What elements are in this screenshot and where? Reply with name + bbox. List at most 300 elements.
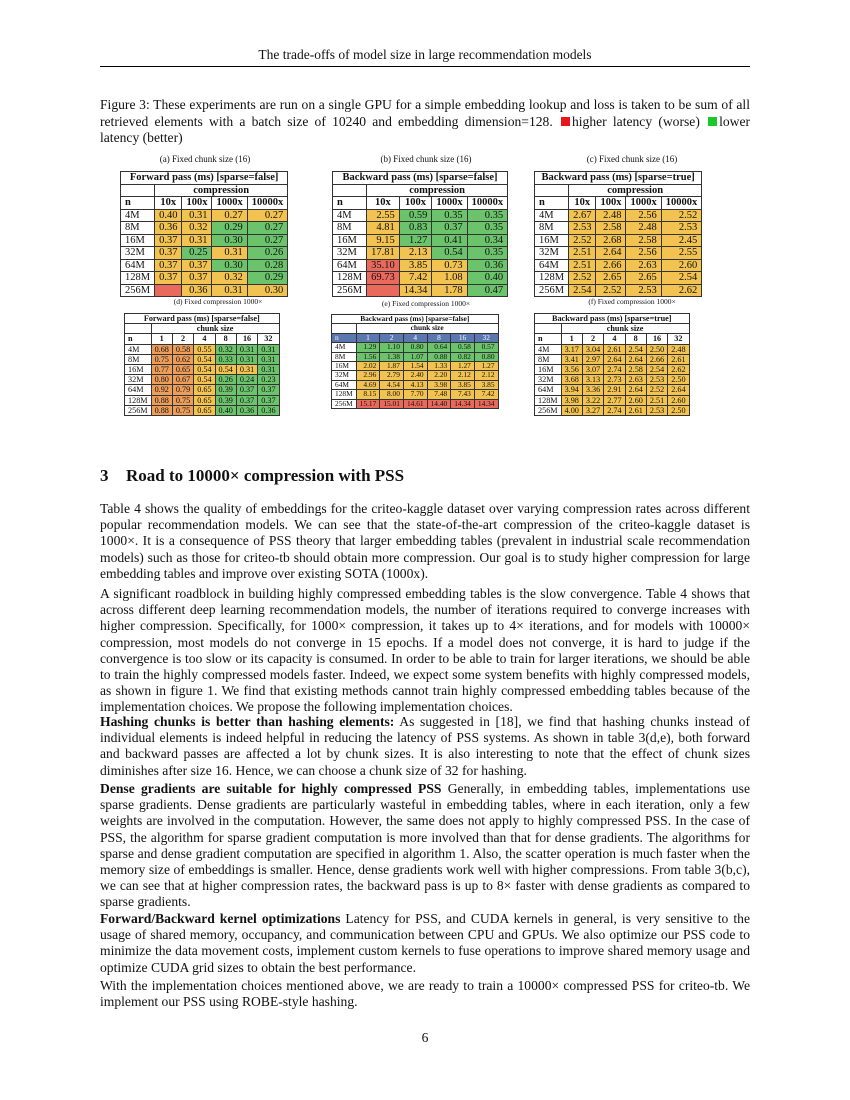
table-cell: 2.62 [661,284,702,297]
table-cell: 2.79 [380,371,404,380]
paragraph-1: Table 4 shows the quality of embeddings for the criteo-kaggle dataset over varying compression rates across different popular recommendation models. We can see that the state-of-the-art compression of the criteo-kaggle dataset is 1000×. It is a consequence of PSS theory that larger embedding tables (prevalent in industrial scale recommendation models) such as those for criteo-tb should obtain more compression. Our goal is to study higher compression for large embedding tables and improve over existing SOTA (1000x). [100,501,750,581]
table-cell: 2.64 [604,354,625,364]
table-cell: 0.37 [155,259,182,272]
table-cell: 2.51 [646,395,667,405]
table-cell: 8.15 [356,390,380,399]
table-title: Backward pass (ms) [sparse=true] [535,172,702,185]
table-row [125,375,280,385]
table-cell: 0.28 [247,259,288,272]
table-row [125,385,280,395]
subtitle-c: (c) Fixed chunk size (16) [586,154,678,164]
column-header: 1000x [432,197,467,210]
red-square-icon [561,117,570,126]
table-row [333,234,508,247]
table-cell: 2.67 [569,209,596,222]
column-header: 1 [151,334,172,344]
table-cell: 0.31 [258,365,279,375]
table-cell: 2.53 [646,405,667,415]
table-cell: 2.12 [474,371,498,380]
table-cell: 0.80 [403,343,427,352]
row-label: 32M [332,371,357,380]
paragraph-4 [100,781,750,911]
table-cell: 2.52 [569,234,596,247]
table-cell: 0.37 [258,385,279,395]
table-cell: 0.36 [467,259,508,272]
table-corner [535,324,562,334]
paragraph-5-body: Latency for PSS, and CUDA kernels in general, is very sensitive to the usage of shared memory, occupancy, and communication between CPU and GPUs. We also optimize our PSS code to minimize the data movement costs, implement custom kernels to fuse operations to improve shared memory usage and optimize CUDA grid sizes to obtain the best performance. [100,911,750,975]
table-cell: 2.60 [661,259,702,272]
table-cell: 0.30 [247,284,288,297]
table-row [535,405,690,415]
table-cell: 2.77 [604,395,625,405]
table-row [121,234,288,247]
table-cell: 0.29 [212,222,247,235]
table-title: Backward pass (ms) [sparse=false] [332,315,499,324]
paragraph-3 [100,714,750,779]
table-cell: 1.38 [380,352,404,361]
table-cell: 1.27 [474,362,498,371]
row-label: 16M [125,365,152,375]
table-d [124,313,280,416]
table-cell: 0.40 [215,405,236,415]
table-row [121,247,288,260]
table-cell: 17.81 [367,247,400,260]
table-row [121,284,288,297]
row-label: 32M [535,375,562,385]
table-cell: 0.73 [432,259,467,272]
column-header: 8 [625,334,646,344]
table-cell: 3.56 [561,365,582,375]
table-row [125,354,280,364]
table-cell: 1.29 [356,343,380,352]
row-label: 8M [333,222,367,235]
row-header-label: n [535,197,569,210]
table-cell: 7.70 [403,390,427,399]
table-cell: 2.65 [596,272,626,285]
row-label: 16M [332,362,357,371]
table-cell: 0.37 [182,259,212,272]
row-label: 8M [535,222,569,235]
row-label: 8M [125,354,152,364]
table-row [535,222,702,235]
table-group-header: compression [367,184,508,197]
table-row [535,365,690,375]
row-label: 128M [535,272,569,285]
table-row [535,344,690,354]
table-group-header: chunk size [561,324,689,334]
table-cell: 3.41 [561,354,582,364]
table-group-header: compression [155,184,288,197]
table-row [125,405,280,415]
table-cell: 0.37 [236,385,257,395]
table-cell: 3.85 [451,380,475,389]
table-row [125,395,280,405]
table-title: Forward pass (ms) [sparse=false] [125,314,280,324]
table-cell: 2.61 [625,405,646,415]
subtitle-d: (d) Fixed compression 1000× [173,297,263,306]
table-row [121,259,288,272]
column-header: 10x [155,197,182,210]
table-cell: 0.37 [236,395,257,405]
table-cell: 2.58 [626,234,661,247]
table-cell: 4.00 [561,405,582,415]
row-label: 8M [535,354,562,364]
table-row [333,284,508,297]
column-header: 100x [596,197,626,210]
table-cell: 0.88 [151,395,172,405]
table-cell: 3.13 [582,375,603,385]
table-cell: 0.34 [467,234,508,247]
column-header: 4 [604,334,625,344]
table-cell: 0.27 [247,234,288,247]
running-title: The trade-offs of model size in large recommendation models [258,47,592,62]
table-cell: 0.35 [467,247,508,260]
table-cell: 0.31 [212,284,247,297]
column-header: 16 [646,334,667,344]
table-cell: 3.07 [582,365,603,375]
table-cell: 0.79 [172,385,193,395]
table-cell: 15.17 [356,399,380,408]
table-cell: 7.42 [399,272,432,285]
column-header: 10000x [247,197,288,210]
row-label: 64M [333,259,367,272]
column-header: 1 [356,333,380,342]
table-cell: 2.60 [625,395,646,405]
table-cell: 2.65 [626,272,661,285]
row-label: 32M [535,247,569,260]
column-header: 16 [236,334,257,344]
table-corner [121,184,155,197]
row-label: 32M [333,247,367,260]
row-label: 256M [535,284,569,297]
table-cell: 2.74 [604,365,625,375]
table-title-row [333,172,508,185]
table-cell: 9.15 [367,234,400,247]
table-title-row [535,172,702,185]
table-cell: 0.88 [151,405,172,415]
table-cell: 0.62 [172,354,193,364]
table-cell: 3.98 [561,395,582,405]
table-cell: 0.54 [215,365,236,375]
table-cell: 0.36 [236,405,257,415]
table-cell: 2.60 [668,395,689,405]
table-corner [125,324,152,334]
table-cell: 0.75 [172,395,193,405]
table-cell: 2.52 [661,209,702,222]
table-cell [155,284,182,297]
table-cell: 69.73 [367,272,400,285]
table-cell: 2.64 [668,385,689,395]
table-cell: 3.68 [561,375,582,385]
table-cell: 2.64 [596,247,626,260]
table-row [333,209,508,222]
table-cell: 2.55 [367,209,400,222]
table-corner [333,184,367,197]
table-cell: 0.40 [155,209,182,222]
table-cell: 2.63 [626,259,661,272]
table-cell: 2.66 [646,354,667,364]
table-cell: 0.75 [172,405,193,415]
table-cell: 0.37 [258,395,279,405]
subtitle-b: (b) Fixed chunk size (16) [380,154,472,164]
table-cell: 1.78 [432,284,467,297]
paragraph-5-heading: Forward/Backward kernel optimizations [100,911,341,926]
legend-red-label: higher latency (worse) [571,113,700,129]
table-row [333,259,508,272]
table-cell: 4.69 [356,380,380,389]
row-label: 4M [125,344,152,354]
row-label: 32M [121,247,155,260]
table-cell: 3.94 [561,385,582,395]
table-cell: 3.27 [582,405,603,415]
table-row [535,272,702,285]
table-row [535,259,702,272]
row-label: 4M [332,343,357,352]
table-cell: 8.00 [380,390,404,399]
table-cell: 0.58 [172,344,193,354]
row-header-label: n [125,334,152,344]
table-cell: 0.26 [215,375,236,385]
row-label: 64M [121,259,155,272]
table-cell: 0.32 [215,344,236,354]
column-header: 16 [451,333,475,342]
row-label: 128M [125,395,152,405]
table-row [332,371,499,380]
column-header: 1000x [212,197,247,210]
table-cell: 7.43 [451,390,475,399]
table-cell: 2.20 [427,371,451,380]
row-label: 4M [535,344,562,354]
paragraph-3-body: As suggested in [18], we find that hashing chunks instead of individual elements is indeed helpful in reducing the latency of PSS systems. As shown in table 3(d,e), both forward and backward passes are affected a lot by chunk sizes. It is also interesting to note that the effect of chunk sizes diminishes after size 16. Hence, we can choose a chunk size of 32 for hashing. [100,714,750,778]
table-column-header-row [121,197,288,210]
table-b [332,171,508,297]
column-header: 32 [474,333,498,342]
table-title: Backward pass (ms) [sparse=true] [535,314,690,324]
table-cell: 2.56 [626,209,661,222]
table-row [333,222,508,235]
row-header-label: n [535,334,562,344]
table-cell: 2.96 [356,371,380,380]
table-cell: 2.61 [604,344,625,354]
row-label: 64M [535,385,562,395]
table-cell: 2.97 [582,354,603,364]
table-row [535,375,690,385]
table-cell: 2.64 [625,354,646,364]
table-cell: 0.65 [194,395,215,405]
section-number: 3 [100,466,109,485]
table-title-row [125,314,280,324]
table-cell: 0.65 [194,405,215,415]
table-cell: 1.87 [380,362,404,371]
table-cell: 0.67 [172,375,193,385]
table-cell: 0.54 [194,375,215,385]
table-cell: 0.40 [467,272,508,285]
column-header: 10000x [467,197,508,210]
table-cell: 2.50 [668,375,689,385]
table-group-header: chunk size [151,324,279,334]
table-row [333,247,508,260]
table-row [535,234,702,247]
table-row [121,209,288,222]
table-cell: 2.12 [451,371,475,380]
table-group-row [535,184,702,197]
table-cell: 3.22 [582,395,603,405]
table-cell: 0.36 [258,405,279,415]
table-group-header: compression [569,184,702,197]
legend-green-label: lower latency (better) [100,113,751,145]
table-a [120,171,288,297]
table-cell: 0.31 [212,247,247,260]
table-cell: 0.30 [212,259,247,272]
table-cell: 2.52 [569,272,596,285]
table-cell: 1.10 [380,343,404,352]
table-cell: 0.92 [151,385,172,395]
table-title-row [535,314,690,324]
table-cell: 0.30 [212,234,247,247]
table-cell: 0.33 [215,354,236,364]
table-cell: 14.34 [399,284,432,297]
paragraph-2: A significant roadblock in building highly compressed embedding tables is the slow convergence. Table 4 shows that across different deep learning recommendation models, the number of iterations required to converge increases with higher compression. Specifically, for 1000× compression, it takes up to 4× iterations, and for models with 10000× compression, most models do not converge in 15 epochs. If a model does not converge, it is hard to judge if the convergence is too slow or its capacity is consumed. In order to be able to train for larger iterations, we should be able to train the highly compressed models faster. Indeed, we expect some system benefits with highly compressed models, as shown in figure 1. We find that existing methods cannot train highly compressed embedding tables because of the implementation choices. We propose the following implementation choices. [100,586,750,715]
column-header: 8 [427,333,451,342]
table-cell: 2.51 [569,259,596,272]
table-cell: 2.56 [626,247,661,260]
table-cell: 0.64 [427,343,451,352]
table-cell: 2.53 [626,284,661,297]
subtitle-f: (f) Fixed compression 1000× [588,297,676,306]
table-cell: 2.53 [661,222,702,235]
table-cell: 2.91 [604,385,625,395]
table-cell: 0.27 [212,209,247,222]
figure-caption [100,97,750,147]
table-cell: 2.48 [668,344,689,354]
row-label: 128M [333,272,367,285]
table-cell: 0.83 [399,222,432,235]
table-cell: 0.29 [247,272,288,285]
table-cell: 0.27 [247,209,288,222]
table-cell: 4.13 [403,380,427,389]
table-cell: 14.34 [474,399,498,408]
table-cell: 0.24 [236,375,257,385]
column-header: 4 [403,333,427,342]
table-cell: 7.42 [474,390,498,399]
table-cell: 2.53 [646,375,667,385]
table-cell: 0.55 [194,344,215,354]
green-square-icon [708,117,717,126]
table-title: Forward pass (ms) [sparse=false] [121,172,288,185]
table-cell: 2.63 [625,375,646,385]
table-cell: 0.80 [151,375,172,385]
section-title: Road to 10000× compression with PSS [126,466,405,485]
table-cell: 0.31 [258,344,279,354]
table-row [332,390,499,399]
table-group-header: chunk size [356,324,498,333]
table-cell: 2.58 [596,222,626,235]
table-cell: 2.55 [661,247,702,260]
table-group-row [121,184,288,197]
table-cell: 2.48 [596,209,626,222]
row-label: 128M [535,395,562,405]
table-cell: 3.36 [582,385,603,395]
page-number: 6 [421,1030,429,1045]
row-label: 256M [125,405,152,415]
paragraph-4-heading: Dense gradients are suitable for highly compressed PSS [100,781,442,796]
table-cell: 0.37 [432,222,467,235]
table-cell: 2.66 [596,259,626,272]
row-label: 64M [125,385,152,395]
table-cell: 0.41 [432,234,467,247]
table-row [125,365,280,375]
column-header: 8 [215,334,236,344]
table-cell: 1.08 [432,272,467,285]
table-cell: 3.85 [399,259,432,272]
table-e [331,314,499,409]
table-cell: 0.35 [467,209,508,222]
column-header: 1000x [626,197,661,210]
table-cell: 0.32 [182,222,212,235]
table-cell: 14.34 [451,399,475,408]
table-cell: 4.54 [380,380,404,389]
table-cell: 2.54 [646,365,667,375]
table-column-header-row [333,197,508,210]
table-corner [332,324,357,333]
table-column-header-row [535,334,690,344]
table-cell: 1.27 [399,234,432,247]
table-cell: 0.25 [182,247,212,260]
table-cell: 7.48 [427,390,451,399]
table-cell: 0.35 [467,222,508,235]
table-row [535,247,702,260]
table-cell: 1.54 [403,362,427,371]
table-cell: 0.31 [236,365,257,375]
table-row [535,385,690,395]
table-c [534,171,702,297]
table-cell: 14.61 [403,399,427,408]
table-cell: 4.81 [367,222,400,235]
header-rule [100,66,750,67]
column-header: 2 [582,334,603,344]
row-label: 8M [332,352,357,361]
table-cell: 0.77 [151,365,172,375]
table-cell: 2.50 [668,405,689,415]
section-heading [100,466,404,486]
table-cell: 0.31 [182,234,212,247]
table-cell: 0.57 [474,343,498,352]
table-cell: 2.13 [399,247,432,260]
column-header: 32 [258,334,279,344]
table-row [125,344,280,354]
row-label: 256M [332,399,357,408]
table-cell: 1.33 [427,362,451,371]
table-cell: 2.54 [661,272,702,285]
table-cell: 0.68 [151,344,172,354]
table-cell: 35.10 [367,259,400,272]
table-cell: 3.98 [427,380,451,389]
table-cell: 0.54 [194,365,215,375]
table-cell: 0.37 [182,272,212,285]
table-cell: 0.27 [247,222,288,235]
table-cell: 2.54 [625,344,646,354]
row-label: 128M [332,390,357,399]
table-cell: 1.56 [356,352,380,361]
table-row [535,209,702,222]
table-cell: 2.73 [604,375,625,385]
table-cell: 2.74 [604,405,625,415]
row-label: 16M [121,234,155,247]
row-label: 256M [333,284,367,297]
paragraph-5 [100,911,750,976]
table-cell: 0.54 [194,354,215,364]
table-cell: 0.31 [236,354,257,364]
